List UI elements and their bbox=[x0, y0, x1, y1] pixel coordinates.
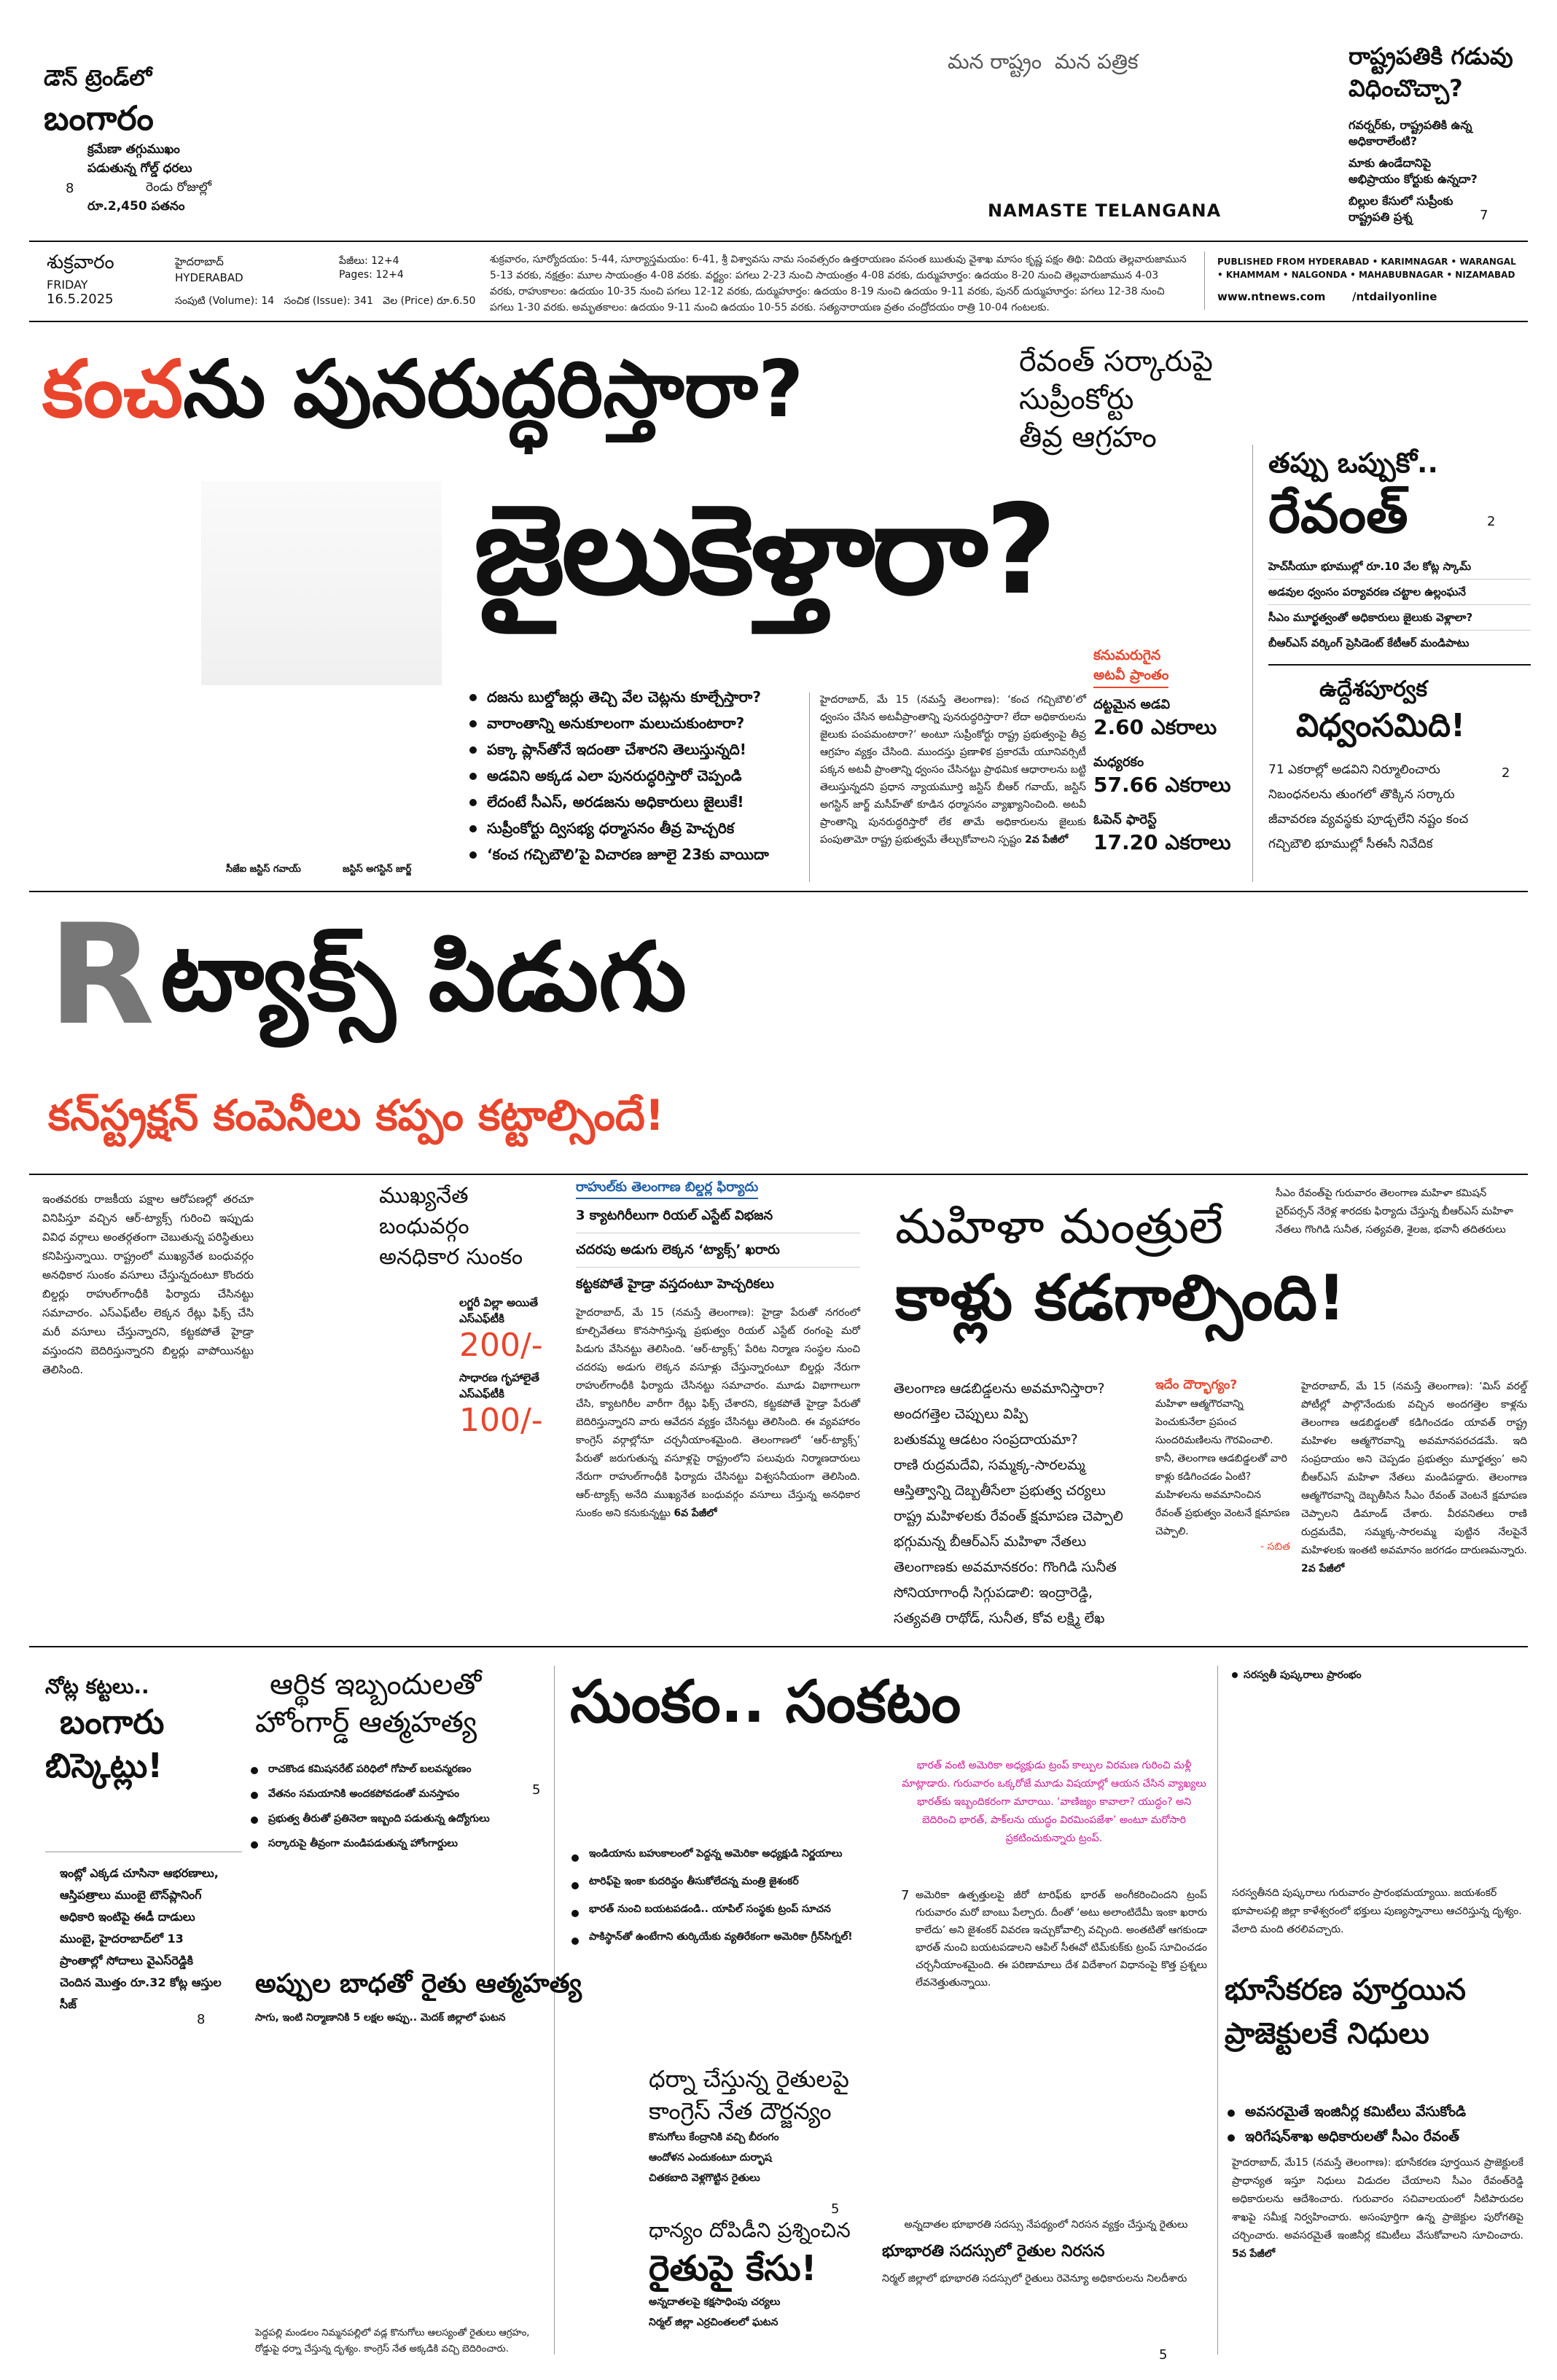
bhubharathi-kicker: అన్నదాతల భూభారతి సదస్సు నేపథ్యంలో నిరసన వ్యక్తం చేస్తున్న రైతులు bbox=[904, 2219, 1188, 2231]
pushkaralu-body: సరస్వతీనది పుష్కరాలు గురువారం ప్రారంభమయ్యాయి. జయశంకర్ భూపాలపల్లి జిల్లా కాళేశ్వరంలో భక్తులు పుణ్యస్నానాలు ఆచరిస్తున్న దృశ్యం. వేలాది మంది తరలివచ్చారు. bbox=[1232, 1887, 1522, 1935]
rtax-family bbox=[379, 1181, 561, 1439]
pages-te: పేజీలు: 12+4 bbox=[339, 255, 399, 267]
tariff-bullet: టారిఫ్‌పై ఇంకా కుదరిన్డం తీసుకోలేదన్న మంత్రి జైశంకర్ bbox=[569, 1872, 867, 1891]
bhu-bullets bbox=[1225, 2099, 1531, 2149]
notes-body: ఇంట్లో ఎక్కడ చూసినా ఆభరణాలు, ఆస్తిపత్రాలు ముంబై టౌన్‌ప్లానింగ్ అధికారి ఇంటిపై ఈడీ దాడులు ముంబై, హైదరాబాద్‌లో 13 ప్రాంతాల్లో సోదాలు వైఎస్‌రెడ్డికి చెందిన మొత్తం రూ.32 కోట్ల ఆస్తుల సీజ్ bbox=[60, 1866, 222, 2011]
president-q1: గవర్నర్‌కు, రాష్ట్రపతికి ఉన్న అధికారాలేంటి? bbox=[1349, 118, 1472, 148]
president-teaser[interactable] bbox=[1349, 40, 1531, 225]
lead-bullet: లేదంటే సీఎస్, అరడజను అధికారులు జైలుకే! bbox=[467, 789, 809, 815]
city-te: హైదరాబాద్ bbox=[175, 255, 224, 268]
women-page[interactable]: 2వ పేజీలో bbox=[1301, 1563, 1345, 1575]
dharna-story[interactable] bbox=[649, 2063, 897, 2188]
revanth-line: బీఆర్‌ఎస్ వర్కింగ్ ప్రెసిడెంట్ కేటీఆర్ మండిపాటు bbox=[1268, 636, 1470, 649]
day-en: FRIDAY bbox=[47, 278, 88, 292]
rate2-label: సాధారణ గృహాలైతే ఎస్ఎఫ్‌టీకి bbox=[459, 1371, 539, 1400]
almanac-line1: శుక్రవారం, సూర్యోదయం: 5-44, సూర్యాస్తమయం: 6-41, శ్రీ విశ్వావసు నామ సంవత్సరం ఉత్తరాయణం వసంత ఋతువు వైశాఖ మాసం కృష్ణ పక్షం తిథి: విదియ తెల్లవారుజామున bbox=[490, 254, 1187, 265]
case-sub2: నిర్మల్ జిల్లా ఎర్రచింతలలో ఘటన bbox=[649, 2317, 778, 2328]
bhubharathi-page: 5 bbox=[1159, 2347, 1168, 2363]
homeguard-page: 5 bbox=[532, 1782, 541, 1798]
women-poem bbox=[894, 1376, 1149, 1631]
forest-medium-label: మధ్యరకం bbox=[1093, 754, 1144, 770]
forest-dense-value: 2.60 ఎకరాలు bbox=[1093, 715, 1217, 739]
women-poem-line: సత్యవతి రాథోడ్, సునీత, కోవ లక్ష్మి లేఖ bbox=[894, 1610, 1105, 1626]
case-kicker: ధాన్యం దోపిడీని ప్రశ్నించిన bbox=[649, 2218, 851, 2242]
homeguard-bullets bbox=[248, 1757, 539, 1856]
president-page: 7 bbox=[1480, 208, 1488, 223]
pushkaralu-tag[interactable] bbox=[1232, 1669, 1362, 1683]
revanth-kicker: తప్పు ఒప్పుకో.. bbox=[1268, 447, 1438, 479]
dharna-line: ఆందోళన ఎందుకంటూ దుర్భాష bbox=[649, 2152, 772, 2164]
bhu-bullet: అవసరమైతే ఇంజినీర్ల కమిటీలు వేసుకోండి bbox=[1225, 2099, 1531, 2124]
lead-body: హైదరాబాద్, మే 15 (నమస్తే తెలంగాణ): ‘కంచ గచ్చిబౌలి’లో ధ్వంసం చేసిన అటవీప్రాంతాన్ని పునరుద్ధరిస్తారా? లేదా అధికారులను జైలుకు పంపమంటారా?’ అంటూ సుప్రీంకోర్టు రాష్ట్ర ప్రభుత్వంపై తీవ్ర ఆగ్రహం వ్యక్తం చేసింది. ముందస్తు ప్రణాళిక ప్రకారమే యూనివర్సిటీ పక్కన అటవీ ప్రాంతాన్ని ధ్వంసం చేసినట్టు ప్రాథమిక ఆధారాలను బట్టి తెలుస్తున్నదని ప్రధాన న్యాయమూర్తి జస్టిస్ బీఆర్ గవాయ్, జస్టిస్ అగస్టిన్ జార్జ్ మసీహ్‌తో కూడిన ధర్మాసనం వ్యాఖ్యానించింది. అటవీ ప్రాంతాన్ని పునరుద్ధరిస్తారో లేక తామే అధికారులను జైలుకు పంపుతామో రాష్ట్ర ప్రభుత్వమే తేల్చుకోవాలని స్పష్టం 2వ పేజీలో bbox=[820, 694, 1086, 846]
farmer-suicide-head[interactable]: అప్పుల బాధతో రైతు ఆత్మహత్య bbox=[255, 1969, 582, 1999]
dharna-line: కొనుగోలు కేంద్రానికి వచ్చి బీరంగం bbox=[649, 2131, 779, 2143]
rahul-h3: కట్టకపోతే హైడ్రా వస్తదంటూ హెచ్చరికలు bbox=[576, 1276, 774, 1292]
forest-medium-value: 57.66 ఎకరాలు bbox=[1093, 773, 1231, 797]
lead-side1: రేవంత్ సర్కారుపై bbox=[1019, 345, 1213, 378]
forest-box-head2: అటవీ ప్రాంతం bbox=[1093, 667, 1168, 688]
rtax-family2: అనధికార సుంకం bbox=[379, 1244, 523, 1270]
caption-gavai: సీజేఐ జస్టిస్ గవాయ్ bbox=[226, 864, 301, 875]
date: 16.5.2025 bbox=[47, 292, 114, 307]
president-title2: విధించొచ్చా? bbox=[1349, 74, 1463, 102]
homeguard-head1: ఆర్థిక ఇబ్బందులతో bbox=[270, 1668, 482, 1701]
women-poem-line: భగ్గుమన్న బీఆర్‌ఎస్ మహిళా నేతలు bbox=[894, 1534, 1087, 1550]
social-handle[interactable]: /ntdailyonline bbox=[1352, 290, 1437, 303]
rahul-kicker: రాహుల్‌కు తెలంగాణ బిల్డర్ల ఫిర్యాదు bbox=[576, 1179, 758, 1199]
forest-open-value: 17.20 ఎకరాలు bbox=[1093, 830, 1231, 854]
vidhvamsam-body: 71 ఎకరాల్లో అడవిని నిర్మూలించారు నిబంధనలను తుంగలో తొక్కిన సర్కారు జీవావరణ వ్యవస్థకు పూడ్చలేని నష్టం కంచ గచ్చిబౌలి భూముల్లో సీఈసీ నివేదిక bbox=[1268, 762, 1469, 851]
forest-open-label: ఓపెన్ ఫారెస్ట్ bbox=[1093, 812, 1157, 827]
rate1-value: 200/- bbox=[459, 1327, 543, 1364]
rahul-h2: చదరపు అడుగు లెక్కన ‘ట్యాక్స్’ ఖరారు bbox=[576, 1233, 860, 1268]
notes-big2: బిస్కెట్లు! bbox=[45, 1746, 163, 1785]
lead-bullet: పక్కా ప్లాన్‌తోనే ఇదంతా చేశారని తెలుస్తున్నది! bbox=[467, 736, 809, 762]
homeguard-bullet: రాచకొండ కమిషనరేట్ పరిధిలో గోపాల్ బలవన్మరణం bbox=[248, 1757, 539, 1782]
gold-teaser[interactable] bbox=[44, 66, 262, 216]
women-poem-line: తెలంగాణకు అవమానకరం: గొంగిడి సునీత bbox=[894, 1559, 1117, 1575]
women-poem-line: బతుకమ్మ ఆడటం సంప్రదాయమా? bbox=[894, 1432, 1078, 1448]
tariff-body: అమెరికా ఉత్పత్తులపై జీరో టారిఫ్‌కు భారత్ అంగీకరించిందని ట్రంప్ గురువారం మరో బాంబు పేల్చారు. దీంతో ‘అటు అలాంటిదేమీ ఇంకా ఖరారు కాలేదు’ అని జైశంకర్ వివరణ ఇచ్చుకోవాల్సి వచ్చింది. అంతటితో ఆగకుండా భారత్ నుంచి బయటపడాలని ఆపిల్ సీఈవో టిమ్‌కుక్‌కు ట్రంప్ సూచించడం చర్చనీయాంశమైంది. ఈ పరిణామాలు దేశ విదేశాంగ విధానంపై కొత్త ప్రశ్నలు లేవనెత్తుతున్నాయి. bbox=[916, 1889, 1207, 1989]
case-head: రైతుపై కేసు! bbox=[649, 2248, 817, 2289]
gold-line2: పడుతున్న గోల్డ్ ధరలు bbox=[87, 161, 192, 176]
almanac-line2: 5-13 వరకు, నక్షత్రం: మూల సాయంత్రం 4-08 వరకు. వర్జ్యం: పగలు 2-23 నుంచి సాయంత్రం 4-08 వరకు, దుర్ముహూర్తం: ఉదయం 8-20 నుంచి తెల్లవారుజామున 4-03 bbox=[490, 270, 1159, 281]
bhubharathi-sub: నిర్మల్ జిల్లాలో భూభారతి సదస్సులో రైతులు రెవెన్యూ అధికారులను నిలదీశారు bbox=[882, 2273, 1187, 2285]
tariff-page: 7 bbox=[901, 1888, 910, 1903]
gold-line4: రూ.2,450 పతనం bbox=[87, 199, 185, 214]
published-from: PUBLISHED FROM HYDERABAD • KARIMNAGAR • WARANGAL • KHAMMAM • NALGONDA • MAHABUBNAGAR • NIZAMABAD bbox=[1217, 257, 1516, 280]
gold-kicker: డౌన్ ట్రెండ్‌లో bbox=[44, 66, 152, 91]
dharna-page: 5 bbox=[831, 2201, 840, 2217]
rahul-page[interactable]: 6వ పేజీలో bbox=[674, 1507, 717, 1519]
women-poem-line: ఆస్తిత్వాన్ని దెబ్బతీసేలా ప్రభుత్వ చర్యలు bbox=[894, 1483, 1106, 1499]
forest-dense-label: దట్టమైన అడవి bbox=[1093, 697, 1171, 712]
sabitha-box bbox=[1155, 1378, 1290, 1555]
sabitha-box-title: ఇదేం దౌర్భాగ్యం? bbox=[1155, 1378, 1238, 1392]
gold-line3: రెండు రోజుల్లో bbox=[146, 180, 212, 195]
sabitha-box-body: మహిళా ఆత్మగౌరవాన్ని పెంచుకునేలా ప్రపంచ సుందరిమణిలను గౌరవించాలి. కానీ, తెలంగాణ ఆడబిడ్డలతో వారి కాళ్లు కడిగించడం ఏంటి? మహిళలను అవమానించిన రేవంత్ ప్రభుత్వం వెంటనే క్షమాపణ చెప్పాలి. bbox=[1155, 1398, 1290, 1537]
bhu-bullet: ఇరిగేషన్‌శాఖ అధికారులతో సీఎం రేవంత్ bbox=[1225, 2124, 1531, 2149]
rahul-h1: 3 క్యాటగిరీలుగా రియల్ ఎస్టేట్ విభజన bbox=[576, 1199, 860, 1233]
revanth-name: రేవంత్ bbox=[1268, 483, 1408, 545]
women-body: హైదరాబాద్, మే 15 (నమస్తే తెలంగాణ): ‘మిస్ వరల్డ్ పోటీల్లో పాల్గొనేందుకు వచ్చిన అందగత్తెల కాళ్లను తెలంగాణ ఆడబిడ్డలతో కడిగించడం యావత్ రాష్ట్ర మహిళల ఆత్మగౌరవాన్ని అవమానపరచడమే. ఇది సంప్రదాయం అని చెప్పడం ప్రభుత్వం మూర్ఖత్వం’ అని బీఆర్‌ఎస్ మహిళా నేతలు మండిపడ్డారు. తెలంగాణ ఆత్మగౌరవాన్ని దెబ్బతీసిన సీఎం రేవంత్ వెంటనే క్షమాపణ చెప్పాలని డిమాండ్ చేశారు. వీరవనితలు రాణి రుద్రమదేవి, సమ్మక్క-సారలమ్మ పుట్టిన నేలపైనే మహిళలకు ఇంతటి అవమానం జరగడం దారుణమన్నారు. 2వ పేజీలో bbox=[1301, 1381, 1527, 1575]
gold-page: 8 bbox=[66, 181, 74, 196]
forest-box bbox=[1093, 647, 1239, 859]
homeguard-bullet: ప్రభుత్వ తీరుతో ప్రతినెలా ఇబ్బంది పడుతున్న ఉద్యోగులు bbox=[248, 1806, 539, 1831]
slogan: మన రాష్ట్రం మన పత్రిక bbox=[948, 50, 1139, 74]
gold-title: బంగారం bbox=[44, 98, 154, 138]
farmer-suicide-sub: సాగు, ఇంటి నిర్మాణానికి 5 లక్షల అప్పు.. మెదక్ జిల్లాలో ఘటన bbox=[255, 2012, 506, 2024]
rtax-sub[interactable]: కన్‌స్ట్రక్షన్ కంపెనీలు కప్పం కట్టాల్సిందే! bbox=[48, 1090, 665, 1140]
homeguard-bullet: సర్కారుపై తీవ్రంగా మండిపడుతున్న హోంగార్డులు bbox=[248, 1831, 539, 1856]
vidhvamsam-page: 2 bbox=[1502, 765, 1510, 781]
lead-bullet: వారాంతాన్ని అనుకూలంగా మలుచుకుంటారా? bbox=[467, 710, 809, 736]
pages-block bbox=[339, 255, 404, 281]
lead-headline[interactable] bbox=[42, 343, 804, 437]
lead-bullet: సుప్రీంకోర్టు ద్విసభ్య ధర్మాసనం తీవ్ర హెచ్చరిక bbox=[467, 815, 809, 841]
bhubharathi-head: భూభారతి సదస్సులో రైతుల నిరసన bbox=[882, 2242, 1105, 2260]
notes-page: 8 bbox=[197, 2012, 206, 2027]
notes-big1: బంగారు bbox=[60, 1702, 165, 1741]
lead-side3: తీవ్ర ఆగ్రహం bbox=[1019, 421, 1157, 454]
pushkaralu-tag-text: సరస్వతీ పుష్కరాలు ప్రారంభం bbox=[1244, 1669, 1362, 1681]
rahul-story[interactable] bbox=[576, 1179, 860, 1523]
women-poem-line: అందగత్తెల చెప్పులు విప్పి bbox=[894, 1406, 1029, 1422]
homeguard-story[interactable] bbox=[255, 1666, 547, 1741]
revanth-page: 2 bbox=[1487, 514, 1496, 529]
rate2-value: 100/- bbox=[459, 1402, 543, 1439]
revanth-line: అడవుల ధ్వంసం పర్యావరణ చట్టాల ఉల్లంఘనే bbox=[1268, 580, 1531, 605]
revanth-line: సీఎం మూర్ఖత్వంతో అధికారులు జైలుకు వెళ్లాలా? bbox=[1268, 605, 1531, 631]
president-title1: రాష్ట్రపతికి గడువు bbox=[1349, 42, 1513, 70]
lead-side bbox=[1019, 343, 1213, 456]
tariff-headline[interactable]: సుంకం.. సంకటం bbox=[570, 1668, 961, 1736]
tariff-pink: భారత్ వంటి అమెరికా అధ్యక్షుడు ట్రంప్ కాల్పుల విరమణ గురించి మళ్లీ మాట్లాడారు. గురువారం ఒక్కరోజే మూడు విషయాల్లో ఆయన చేసిన వ్యాఖ్యలు భారత్‌కు ఇబ్బందికరంగా మారాయి. ‘వాణిజ్యం కావాలా? యుద్ధం? అని బెదిరించి భారత్, పాక్‌లను యుద్ధం విరమింపజేశా’ అంటూ మరోసారి ప్రకటించుకున్నారు ట్రంప్. bbox=[902, 1760, 1206, 1844]
notes-head: నోట్ల కట్టలు.. bbox=[45, 1674, 149, 1698]
volume: సంపుటి (Volume): 14 సంచిక (Issue): 341 వెల (Price) రూ.6.50 bbox=[175, 295, 476, 307]
footer-strip: పెద్దపల్లి మండలం నిమ్మనపల్లిలో వడ్ల కొనుగోలు ఆలస్యంతో రైతులు ఆగ్రహం, రోడ్డుపై ధర్నా చేస్తున్న దృశ్యం. కాంగ్రెస్ నేత అక్కడికి వచ్చి బెదిరించారు. bbox=[255, 2328, 530, 2354]
judges-photo bbox=[201, 481, 442, 685]
dharna-line: చితకబాది వెళ్లగొట్టిన రైతులు bbox=[649, 2172, 760, 2184]
almanac bbox=[490, 251, 1190, 316]
vidhvamsam-head: విధ్వంసమిది! bbox=[1296, 707, 1466, 744]
lead-headline-rest: ను పునరుద్ధరిస్తారా? bbox=[183, 344, 804, 435]
rahul-body: హైదరాబాద్, మే 15 (నమస్తే తెలంగాణ): హైడ్రా పేరుతో నగరంలో కూల్చివేతలు కొనసాగిస్తున్న ప్రభుత్వం రియల్ ఎస్టేట్ రంగంపై మరో పిడుగు వేసినట్టు తెలిసింది. ‘ఆర్-ట్యాక్స్’ పేరిట నిర్మాణ సంస్థల నుంచి చదరపు అడుగు లెక్కన వసూళ్లు చేస్తున్నారంటూ బిల్డర్లు నేరుగా రాహుల్‌గాంధీకి ఫిర్యాదు చేసినట్టు సమాచారం. మూడు విభాగాలుగా చేసి, క్యాటగిరీల వారీగా రేట్లు ఫిక్స్ చేశారని, కట్టకపోతే హైడ్రా పేరుతో బెదిరిస్తున్నారని వారు ఆవేదన వ్యక్తం చేసినట్టు తెలిసింది. ఈ వ్యవహారం కాంగ్రెస్ వర్గాల్లోనూ చర్చనీయాంశమైంది. తెలంగాణలో ‘ఆర్-ట్యాక్స్’ పేరుతో జరుగుతున్న వసూళ్లపై రాష్ట్రంలోని పలువురు నిర్మాణదారులు నేరుగా రాహుల్‌గాంధీకి ఫిర్యాదు చేసినట్టు విశ్వసనీయంగా తెలిసింది. ఆర్-ట్యాక్స్ అనేది ముఖ్యనేత బంధువర్గం వసూలు చేస్తున్న అనధికార సుంకం అని కనుకున్నట్టు 6వ పేజీలో bbox=[576, 1307, 860, 1519]
city-block bbox=[175, 255, 243, 284]
lead-side2: సుప్రీంకోర్టు bbox=[1019, 383, 1134, 416]
city-en: HYDERABAD bbox=[175, 271, 243, 284]
almanac-line4: పగలు 1-30 వరకు. అమృతకాలం: ఉదయం 9-11 నుంచి ఉదయం 10-55 వరకు. సత్యనారాయణ వ్రతం చంద్రోదయం రాత్రి 10-04 గంటలకు. bbox=[490, 302, 1050, 313]
bhubharathi-story[interactable] bbox=[882, 2216, 1210, 2287]
notes-story[interactable] bbox=[45, 1674, 235, 1787]
lead-bullet: దజను బుల్డోజర్లు తెచ్చి వేల చెట్లను కూల్చేస్తారా? bbox=[467, 684, 809, 710]
women-photo-caption: సీఎం రేవంత్‌పై గురువారం తెలంగాణ మహిళా కమిషన్ చైర్‌పర్సన్ నేరెళ్ల శారదకు ఫిర్యాదు చేస్తున్న బీఆర్‌ఎస్ మహిళా నేతలు గొంగిడి సునీత, సత్యవతి, శైలజ, భవానీ తదితరులు bbox=[1276, 1187, 1513, 1236]
tariff-bullet: భారత్ నుంచి బయటపడండి.. యాపిల్ సంస్థకు ట్రంప్ సూచన bbox=[569, 1900, 867, 1919]
dharna-head2: కాంగ్రెస్ నేత దౌర్జన్యం bbox=[649, 2097, 832, 2125]
homeguard-bullet: వేతనం సమయానికి అందకపోవడంతో మనస్తాపం bbox=[248, 1782, 539, 1806]
dateline bbox=[47, 251, 114, 307]
pages-en: Pages: 12+4 bbox=[339, 269, 404, 281]
almanac-line3: వరకు, రాహుకాలం: ఉదయం 10-35 నుంచి పగలు 12-12 వరకు, దుర్ముహూర్తం: ఉదయం 8-19 నుంచి ఉదయం 9-11 వరకు, పునర్ దుర్ముహూర్తం: పగలు 12-38 నుంచి bbox=[490, 286, 1165, 297]
president-q3: బిల్లుల కేసులో సుప్రీంకు రాష్ట్రపతి ప్రశ్న bbox=[1349, 194, 1453, 224]
bhusekarana-story[interactable] bbox=[1225, 1968, 1531, 2056]
case-sub1: అన్నదాతలపై కక్షసాధింపు చర్యలు bbox=[649, 2296, 781, 2308]
bhu-head1: భూసేకరణ పూర్తయిన bbox=[1225, 1973, 1467, 2007]
women-head2: కాళ్లు కడగాల్సింది! bbox=[895, 1262, 1346, 1335]
revanth-story[interactable] bbox=[1268, 445, 1531, 857]
women-poem-line: తెలంగాణ ఆడబిడ్డలను అవమానిస్తారా? bbox=[894, 1381, 1105, 1397]
lead-bullet: ‘కంచ గచ్చిబౌలి’పై విచారణ జూలై 23కు వాయిదా bbox=[467, 841, 809, 867]
women-poem-line: సోనియాగాంధీ సిగ్గుపడాలి: ఇంద్రారెడ్డి, bbox=[894, 1585, 1093, 1601]
vidhvamsam-kicker: ఉద్దేశపూర్వక bbox=[1319, 676, 1428, 702]
bhu-page[interactable]: 5వ పేజీలో bbox=[1232, 2248, 1276, 2260]
gold-line1: క్రమేణా తగ్గుముఖం bbox=[87, 142, 180, 157]
rtax-family1: ముఖ్యనేత బంధువర్గం bbox=[379, 1183, 469, 1239]
forest-box-head1: కనుమరుగైన bbox=[1093, 647, 1161, 663]
rtax-big-letter: R bbox=[48, 894, 155, 1056]
case-story[interactable] bbox=[649, 2216, 897, 2333]
dharna-head1: ధర్నా చేస్తున్న రైతులపై bbox=[649, 2065, 849, 2093]
lead-body-page[interactable]: 2వ పేజీలో bbox=[1024, 834, 1069, 846]
rtax-headline[interactable]: ట్యాక్స్ పిడుగు bbox=[160, 921, 687, 1032]
sabitha-sig: - సబిత bbox=[1260, 1541, 1290, 1553]
bhu-head2: ప్రాజెక్టులకే నిధులు bbox=[1225, 2017, 1429, 2051]
women-head1: మహిళా మంత్రులే bbox=[895, 1198, 1223, 1255]
lead-bullets bbox=[467, 684, 809, 867]
tariff-bullet: పాకిస్థాన్‌తో ఉంటేగాని తుర్కియేకు వ్యతిరేకంగా అమెరికా గ్రీన్‌సిగ్నల్! bbox=[569, 1927, 867, 1946]
lead-bullet: అడవిని అక్కడ ఎలా పునరుద్ధరిస్తారో చెప్పండి bbox=[467, 762, 809, 789]
day-te: శుక్రవారం bbox=[47, 251, 114, 273]
homeguard-head2: హోంగార్డ్ ఆత్మహత్య bbox=[255, 1706, 477, 1739]
women-poem-line: రాష్ట్ర మహిళలకు రేవంత్ క్షమాపణ చెప్పాలి bbox=[894, 1508, 1123, 1524]
bhu-body: హైదరాబాద్, మే15 (నమస్తే తెలంగాణ): భూసేకరణ పూర్తయిన ప్రాజెక్టులకే ప్రాధాన్యత ఇస్తూ నిధులు విడుదల చేయాలని సీఎం రేవంత్‌రెడ్డి అధికారులను ఆదేశించారు. గురువారం సచివాలయంలో నీటిపారుదల శాఖపై సమీక్ష నిర్వహించారు. అసంపూర్తిగా ఉన్న ప్రాజెక్టుల పురోగతిపై చర్చించారు. అవసరమైతే ఇంజినీర్ల కమిటీలు వేసుకోవాలని సూచించారు. 5వ పేజీలో bbox=[1232, 2157, 1523, 2260]
lead-big-headline[interactable]: జైలుకెళ్తారా? bbox=[474, 478, 1054, 623]
paper-name: NAMASTE TELANGANA bbox=[988, 200, 1222, 221]
revanth-line: హెచ్‌సీయూ భూముల్లో రూ.10 వేల కోట్ల స్కామ్ bbox=[1268, 554, 1531, 580]
website[interactable]: www.ntnews.com bbox=[1217, 290, 1326, 303]
tariff-bullet: ఇండియాను బహుకాలంలో పెద్దన్న అమెరికా అధ్యక్షుడి నిర్ణయాలు bbox=[569, 1844, 867, 1863]
rate1-label: లగ్జరీ విల్లా అయితే ఎస్ఎఫ్‌టీకి bbox=[459, 1296, 539, 1325]
rtax-left-col: ఇంతవరకు రాజకీయ పక్షాల ఆరోపణల్లో తరచూ వినిపిస్తూ వచ్చిన ఆర్-ట్యాక్స్ గురించి ఇప్పుడు వివిధ వర్గాలు అంతర్గతంగా చెబుతున్న పరిస్థితులు కనిపిస్తున్నాయి. రాష్ట్రంలో ముఖ్యనేత బంధువర్గం అనధికార సుంకం వసూలు చేస్తున్నదంటూ కొందరు బిల్డర్లు రాహుల్‌గాంధీకి ఫిర్యాదు చేసినట్టు సమాచారం. ఎస్ఎఫ్‌టీల లెక్కన రేట్లు ఫిక్స్ చేసి మరీ వసూలు చేస్తున్నారని, కట్టకపోతే హైడ్రా వస్తుందని బెదిరిస్తున్నారని బిల్డర్లు వాపోయినట్టు తెలిసింది. bbox=[42, 1193, 254, 1376]
president-q2: మాకు ఉండేదానిపై అభిప్రాయం కోర్టుకు ఉన్నదా? bbox=[1349, 156, 1478, 186]
lead-headline-red: కంచ bbox=[42, 344, 184, 435]
women-poem-line: రాణి రుద్రమదేవి, సమ్మక్క-సారలమ్మ bbox=[894, 1457, 1085, 1473]
tariff-bullets bbox=[569, 1844, 867, 1946]
caption-george: జస్టిస్ అగస్టిన్ జార్జ్ bbox=[343, 864, 412, 875]
